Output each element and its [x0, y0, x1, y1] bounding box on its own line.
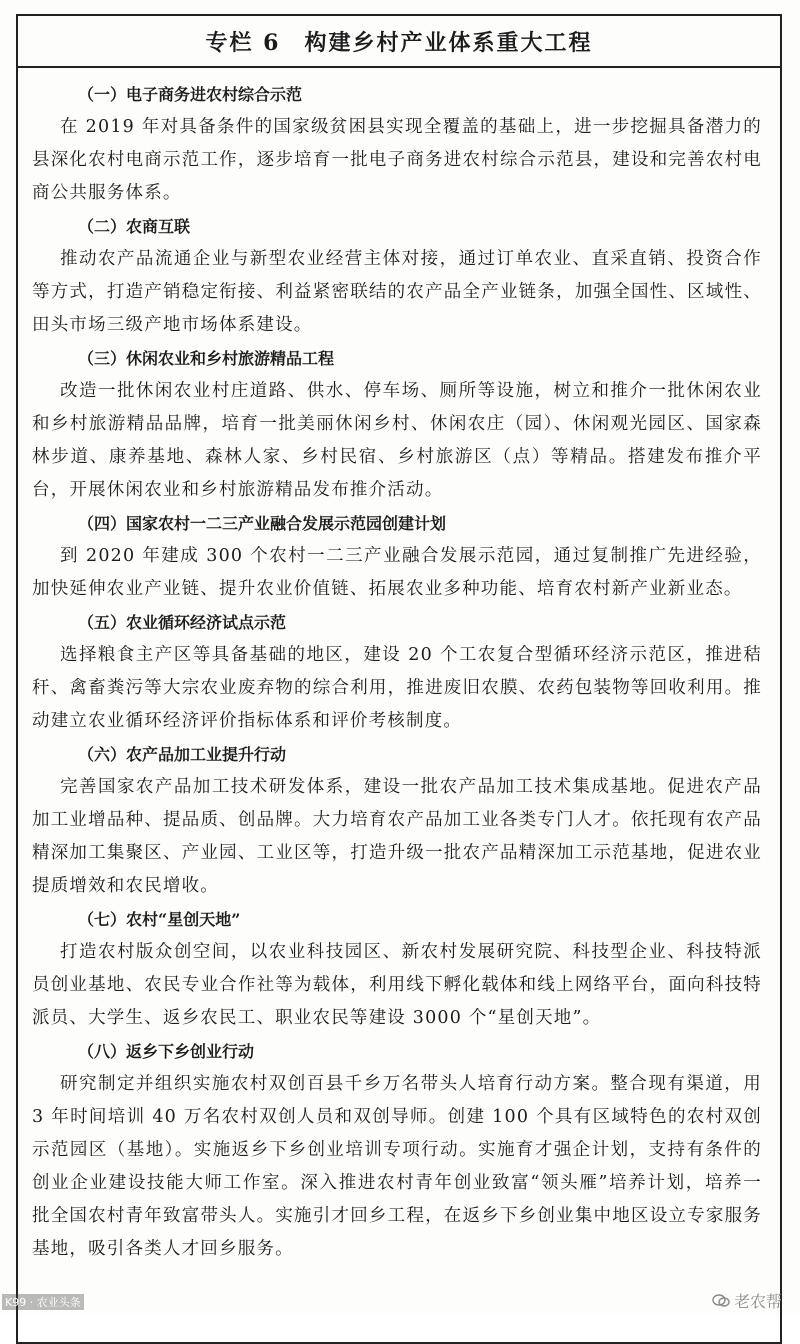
section-4 — [32, 507, 762, 606]
column-title: 专栏 6 构建乡村产业体系重大工程 — [18, 16, 780, 68]
section-body: 选择粮食主产区等具备基础的地区，建设 20 个工农复合型循环经济示范区，推进秸秆、禽畜粪污等大宗农业废弃物的综合利用，推进废旧农膜、农药包装物等回收利用。推动建立农业循环经济评价指标体系和评价考核制度。 — [32, 645, 762, 731]
section-heading: （八）返乡下乡创业行动 — [78, 1042, 255, 1061]
section-heading: （五）农业循环经济试点示范 — [78, 613, 287, 632]
section-7 — [32, 903, 762, 1035]
chat-bubble-icon — [712, 1294, 730, 1308]
column-content — [18, 68, 780, 1266]
watermark-right-label: 老农帮 — [733, 1292, 782, 1311]
section-heading: （六）农产品加工业提升行动 — [78, 745, 287, 764]
watermark-left: K99 · 农业头条 — [2, 1294, 84, 1310]
section-8 — [32, 1035, 762, 1266]
section-heading: （四）国家农村一二三产业融合发展示范园创建计划 — [78, 514, 447, 533]
section-body: 研究制定并组织实施农村双创百县千乡万名带头人培育行动方案。整合现有渠道，用 3 年时间培训 40 万名农村双创人员和双创导师。创建 100 个具有区域特色的农村双创示范园区（基地）。实施返乡下乡创业培训专项行动。实施育才强企计划，支持有条件的创业企业建设技能大师工作室。深入推进农村青年创业致富“领头雁”培养计划，培养一批全国农村青年致富带头人。实施引才回乡工程，在返乡下乡创业集中地区设立专家服务基地，吸引各类人才回乡服务。 — [32, 1074, 762, 1259]
section-3 — [32, 342, 762, 507]
section-heading: （七）农村“星创天地” — [78, 910, 241, 929]
section-body: 推动农产品流通企业与新型农业经营主体对接，通过订单农业、直采直销、投资合作等方式，打造产销稳定衔接、利益紧密联结的农产品全产业链条，加强全国性、区域性、田头市场三级产地市场体系建设。 — [32, 249, 762, 335]
column-box — [16, 14, 782, 1344]
section-body: 打造农村版众创空间，以农业科技园区、新农村发展研究院、科技型企业、科技特派员创业基地、农民专业合作社等为载体，利用线下孵化载体和线上网络平台，面向科技特派员、大学生、返乡农民工、职业农民等建设 3000 个“星创天地”。 — [32, 942, 762, 1028]
section-heading: （一）电子商务进农村综合示范 — [78, 85, 303, 104]
section-heading: （三）休闲农业和乡村旅游精品工程 — [78, 349, 335, 368]
section-body: 在 2019 年对具备条件的国家级贫困县实现全覆盖的基础上，进一步挖掘具备潜力的县深化农村电商示范工作，逐步培育一批电子商务进农村综合示范县，建设和完善农村电商公共服务体系。 — [32, 117, 762, 203]
section-1 — [32, 78, 762, 210]
section-5 — [32, 606, 762, 738]
watermark-right — [712, 1289, 782, 1312]
section-heading: （二）农商互联 — [78, 217, 191, 236]
section-body: 完善国家农产品加工技术研发体系，建设一批农产品加工技术集成基地。促进农产品加工业增品种、提品质、创品牌。大力培育农产品加工业各类专门人才。依托现有农产品精深加工集聚区、产业园、工业区等，打造升级一批农产品精深加工示范基地，促进农业提质增效和农民增收。 — [32, 777, 762, 896]
section-body: 改造一批休闲农业村庄道路、供水、停车场、厕所等设施，树立和推介一批休闲农业和乡村旅游精品品牌，培育一批美丽休闲乡村、休闲农庄（园）、休闲观光园区、国家森林步道、康养基地、森林人家、乡村民宿、乡村旅游区（点）等精品。搭建发布推介平台，开展休闲农业和乡村旅游精品发布推介活动。 — [32, 381, 762, 500]
section-body: 到 2020 年建成 300 个农村一二三产业融合发展示范园，通过复制推广先进经验，加快延伸农业产业链、提升农业价值链、拓展农业多种功能、培育农村新产业新业态。 — [32, 546, 762, 599]
section-2 — [32, 210, 762, 342]
section-6 — [32, 738, 762, 903]
